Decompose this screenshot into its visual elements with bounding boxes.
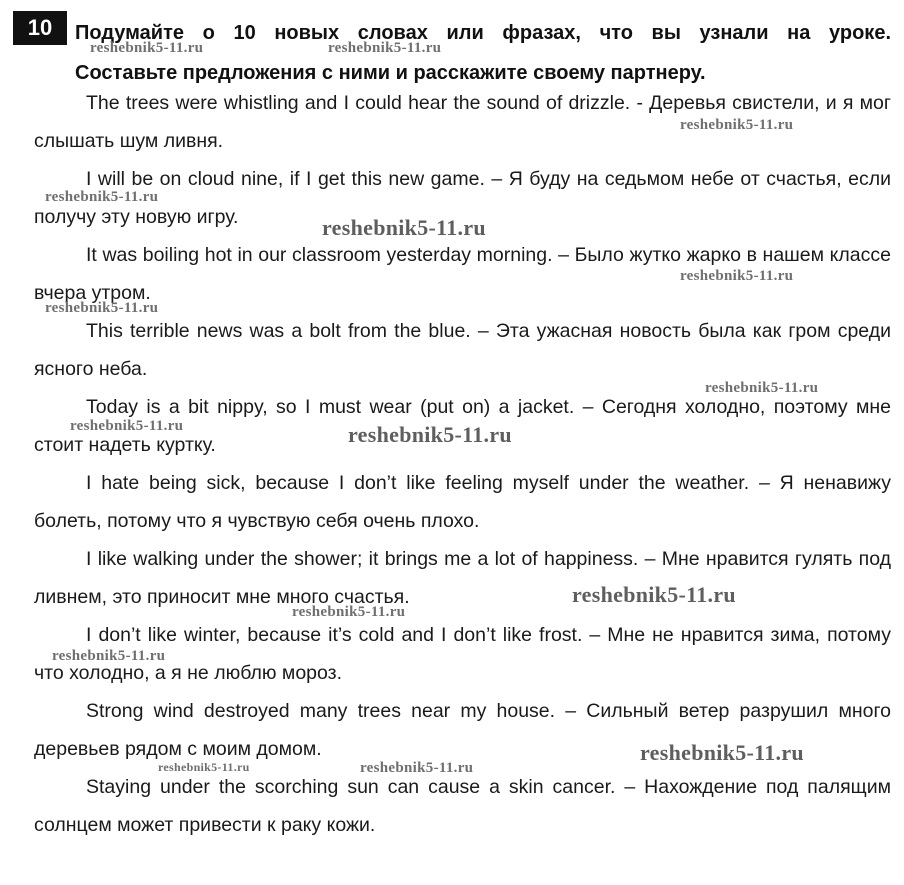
answer-list	[34, 84, 891, 844]
answer-sentence-5: Today is a bit nippy, so I must wear (put on) a jacket. – Сегодня холодно, поэтому мне стоит надеть куртку.	[34, 396, 891, 456]
answer-sentence-10: Staying under the scorching sun can cause a skin cancer. – Нахождение под палящим солнцем может привести к раку кожи.	[34, 776, 891, 836]
answer-sentence-7: I like walking under the shower; it brings me a lot of happiness. – Мне нравится гулять под ливнем, это приносит мне много счастья.	[34, 548, 891, 608]
answer-sentence-2: I will be on cloud nine, if I get this new game. – Я буду на седьмом небе от счастья, если получу эту новую игру.	[34, 168, 891, 228]
watermark: reshebnik5-11.ru	[45, 300, 159, 316]
exercise-instruction	[75, 13, 891, 93]
instruction-line-2: Составьте предложения с ними и расскажите своему партнеру.	[75, 62, 706, 84]
watermark: reshebnik5-11.ru	[680, 117, 794, 133]
watermark: reshebnik5-11.ru	[292, 604, 406, 620]
watermark: reshebnik5-11.ru	[680, 268, 794, 284]
watermark: reshebnik5-11.ru	[572, 582, 736, 607]
watermark: reshebnik5-11.ru	[640, 740, 804, 765]
watermark: reshebnik5-11.ru	[70, 418, 184, 434]
answer-sentence-4: This terrible news was a bolt from the blue. – Эта ужасная новость была как гром среди ясного неба.	[34, 320, 891, 380]
instruction-line-1: Подумайте о 10 новых словах или фразах, что вы узнали на уроке.	[75, 22, 891, 44]
answer-sentence-1: The trees were whistling and I could hear the sound of drizzle. - Деревья свистели, и я мог слышать шум ливня.	[34, 92, 891, 152]
watermark: reshebnik5-11.ru	[90, 40, 204, 56]
answer-sentence-9: Strong wind destroyed many trees near my house. – Сильный ветер разрушил много деревьев рядом с моим домом.	[34, 700, 891, 760]
watermark: reshebnik5-11.ru	[52, 648, 166, 664]
exercise-number-badge: 10	[13, 11, 67, 45]
watermark: reshebnik5-11.ru	[322, 215, 486, 240]
answer-sentence-8: I don’t like winter, because it’s cold and I don’t like frost. – Мне не нравится зима, потому что холодно, а я не люблю мороз.	[34, 624, 891, 684]
watermark: reshebnik5-11.ru	[45, 189, 159, 205]
answer-sentence-3: It was boiling hot in our classroom yesterday morning. – Было жутко жарко в нашем классе вчера утром.	[34, 244, 891, 304]
watermark: reshebnik5-11.ru	[158, 760, 250, 774]
answer-sentence-6: I hate being sick, because I don’t like feeling myself under the weather. – Я ненавижу болеть, потому что я чувствую себя очень плохо.	[34, 472, 891, 532]
watermark: reshebnik5-11.ru	[328, 40, 442, 56]
watermark: reshebnik5-11.ru	[360, 760, 474, 776]
watermark: reshebnik5-11.ru	[705, 380, 819, 396]
watermark: reshebnik5-11.ru	[348, 422, 512, 447]
